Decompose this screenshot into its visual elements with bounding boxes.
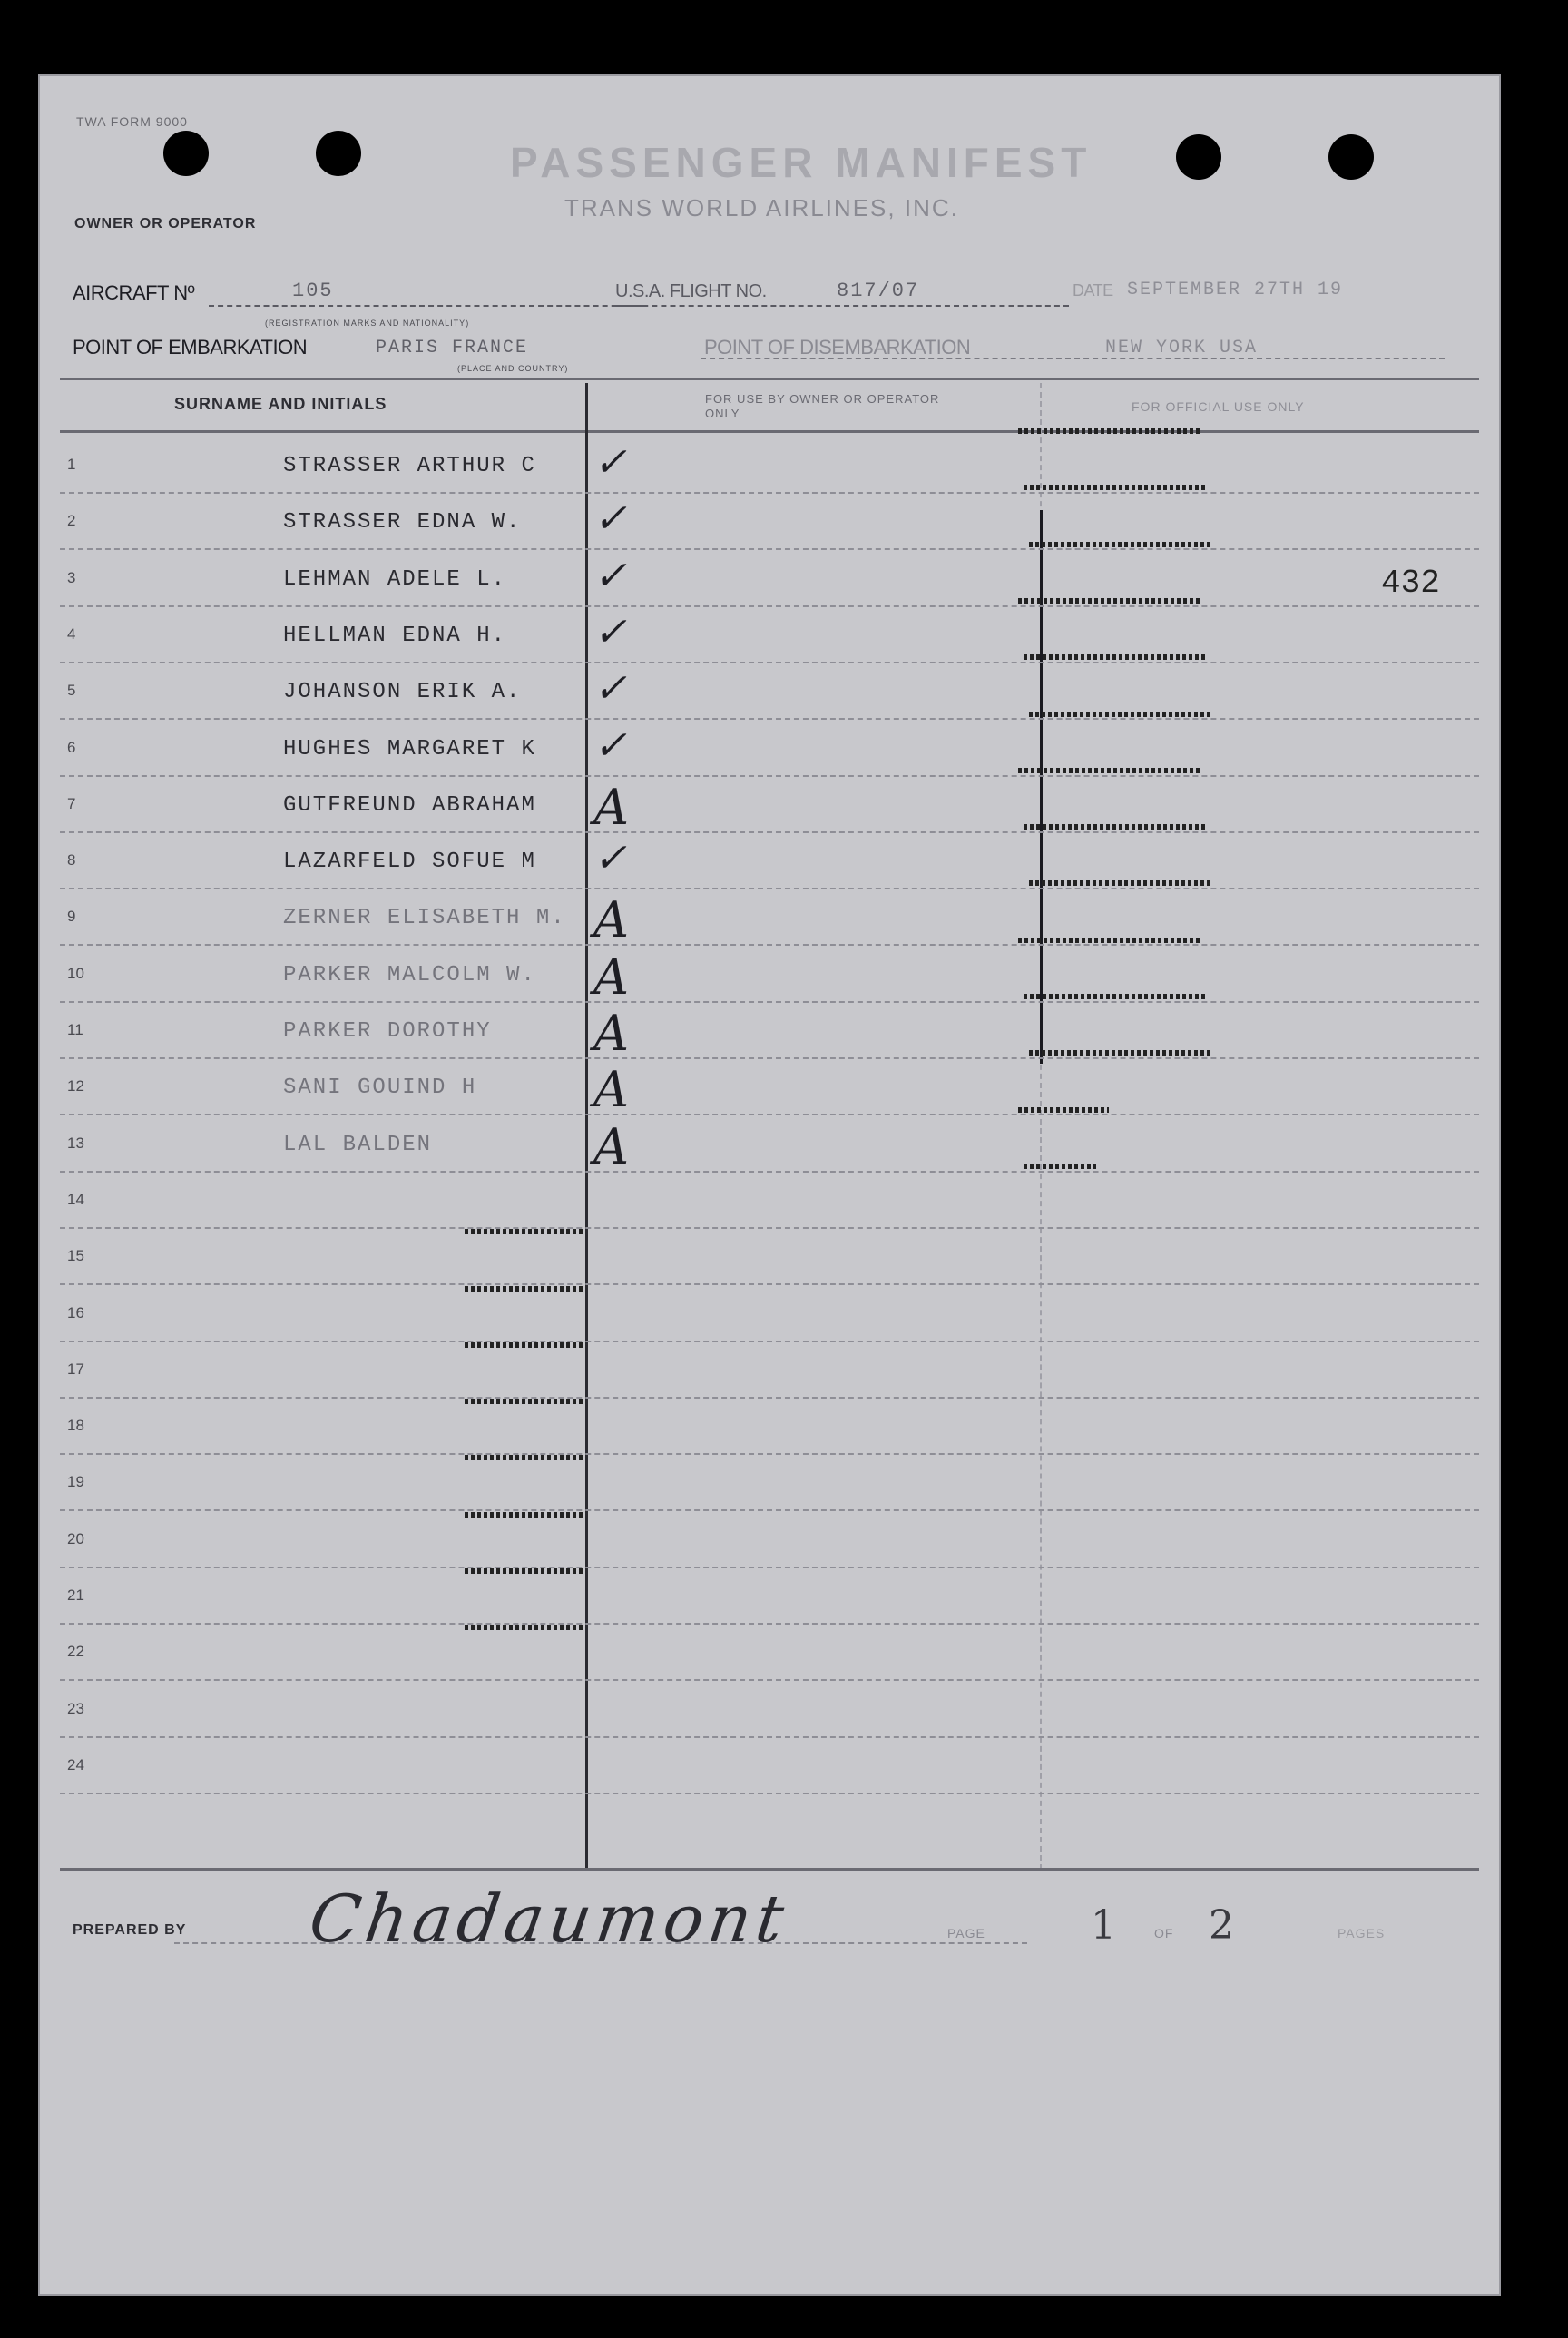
row-number: 11 xyxy=(67,1021,83,1038)
row-rule xyxy=(60,944,1479,946)
disembark-label: POINT OF DISEMBARKATION xyxy=(704,336,971,359)
table-bottom-rule xyxy=(60,1868,1479,1871)
check-mark: A xyxy=(593,1005,629,1062)
row-number: 3 xyxy=(67,568,76,586)
row-number: 12 xyxy=(67,1077,84,1095)
official-stamp-marks xyxy=(1024,994,1205,999)
passenger-name: LAL BALDEN xyxy=(283,1132,433,1157)
row-rule xyxy=(60,1567,1479,1568)
surname-header: SURNAME AND INITIALS xyxy=(174,395,387,413)
row-rule xyxy=(60,718,1479,720)
official-stamp-marks xyxy=(1018,428,1200,434)
passenger-name: PARKER DOROTHY xyxy=(283,1019,492,1044)
check-mark: A xyxy=(593,778,629,836)
row-number: 23 xyxy=(67,1699,84,1717)
flight-value: 817/07 xyxy=(837,280,920,302)
row-rule xyxy=(60,548,1479,550)
row-rule xyxy=(60,1793,1479,1794)
passenger-name: HUGHES MARGARET K xyxy=(283,736,536,761)
row-number: 17 xyxy=(67,1360,84,1378)
row-rule xyxy=(60,1509,1479,1511)
row-rule xyxy=(60,831,1479,833)
passenger-name: PARKER MALCOLM W. xyxy=(283,962,536,987)
passenger-name: ZERNER ELISABETH M. xyxy=(283,906,566,931)
row-rule xyxy=(60,1227,1479,1229)
row-rule xyxy=(60,1057,1479,1059)
disembark-value: NEW YORK USA xyxy=(1105,338,1259,359)
disembark-underline xyxy=(701,358,1445,359)
manifest-page xyxy=(38,74,1501,2296)
row-number: 9 xyxy=(67,908,76,926)
row-number: 18 xyxy=(67,1417,84,1435)
row-rule xyxy=(60,1341,1479,1342)
official-stamp-marks xyxy=(1018,938,1200,943)
check-mark: A xyxy=(593,1061,629,1119)
row-number: 10 xyxy=(67,964,84,982)
row-rule xyxy=(60,775,1479,777)
check-mark: ✓ xyxy=(593,608,627,655)
row-rule xyxy=(60,1114,1479,1115)
column-header-rule xyxy=(60,430,1479,433)
row-number: 22 xyxy=(67,1643,84,1661)
blank-row-marks xyxy=(465,1625,583,1630)
official-stamp-marks xyxy=(1024,1164,1096,1169)
check-mark: A xyxy=(593,1117,629,1175)
blank-row-marks xyxy=(465,1455,583,1460)
row-number: 4 xyxy=(67,624,76,643)
check-mark: ✓ xyxy=(593,552,627,599)
aircraft-value: 105 xyxy=(292,280,334,302)
official-bracket xyxy=(1040,510,1043,1064)
embark-label: POINT OF EMBARKATION xyxy=(73,336,308,359)
row-number: 7 xyxy=(67,794,76,812)
of-value: 2 xyxy=(1209,1902,1234,1949)
row-rule xyxy=(60,662,1479,663)
embark-value: PARIS FRANCE xyxy=(376,338,529,359)
passenger-name: LEHMAN ADELE L. xyxy=(283,566,507,592)
check-mark: ✓ xyxy=(593,835,627,882)
blank-row-marks xyxy=(465,1568,583,1574)
date-value: SEPTEMBER 27TH 19 xyxy=(1127,280,1344,300)
signature: Chadaumont xyxy=(305,1881,794,1957)
punch-hole xyxy=(163,131,209,176)
check-mark: ✓ xyxy=(593,665,627,712)
row-rule xyxy=(60,1001,1479,1003)
row-number: 24 xyxy=(67,1755,84,1773)
check-mark: A xyxy=(593,948,629,1006)
row-rule xyxy=(60,1397,1479,1399)
aircraft-underline xyxy=(209,305,644,307)
header-rule xyxy=(60,378,1479,380)
row-rule xyxy=(60,1283,1479,1285)
row-number: 21 xyxy=(67,1586,84,1604)
passenger-name: JOHANSON ERIK A. xyxy=(283,680,522,705)
row-rule xyxy=(60,1623,1479,1625)
aircraft-label: AIRCRAFT Nº xyxy=(73,281,195,304)
official-stamp-marks xyxy=(1029,712,1210,717)
official-stamp-marks xyxy=(1029,880,1210,886)
row-rule xyxy=(60,1453,1479,1455)
owner-use-header: FOR USE BY OWNER OR OPERATOR ONLY xyxy=(705,392,940,420)
blank-row-marks xyxy=(465,1229,583,1234)
of-label: OF xyxy=(1154,1926,1174,1940)
blank-row-marks xyxy=(465,1342,583,1348)
check-mark: ✓ xyxy=(593,496,627,543)
flight-label: U.S.A. FLIGHT NO. xyxy=(615,281,767,301)
row-number: 19 xyxy=(67,1473,84,1491)
official-stamp-marks xyxy=(1024,485,1205,490)
form-title: PASSENGER MANIFEST xyxy=(510,139,1093,186)
passenger-name: GUTFREUND ABRAHAM xyxy=(283,792,536,818)
row-number: 13 xyxy=(67,1134,84,1152)
passenger-name: HELLMAN EDNA H. xyxy=(283,623,507,648)
official-stamp-marks xyxy=(1024,654,1205,660)
row-number: 1 xyxy=(67,456,76,473)
punch-hole xyxy=(316,131,361,176)
passenger-name: LAZARFELD SOFUE M xyxy=(283,850,536,875)
official-stamp-marks xyxy=(1024,824,1205,830)
registration-caption: (REGISTRATION MARKS AND NATIONALITY) xyxy=(265,319,470,328)
check-mark: A xyxy=(593,891,629,949)
prepared-label: PREPARED BY xyxy=(73,1922,187,1938)
flight-underline xyxy=(615,305,1069,307)
official-stamp-marks xyxy=(1029,542,1210,547)
passenger-name: STRASSER ARTHUR C xyxy=(283,454,536,478)
page-label: PAGE xyxy=(947,1926,985,1940)
row-number: 5 xyxy=(67,682,76,700)
row-number: 15 xyxy=(67,1247,84,1265)
row-number: 2 xyxy=(67,512,76,530)
blank-row-marks xyxy=(465,1286,583,1292)
blank-row-marks xyxy=(465,1512,583,1518)
passenger-name: STRASSER EDNA W. xyxy=(283,510,522,535)
row-rule xyxy=(60,492,1479,494)
official-stamp-marks xyxy=(1029,1050,1210,1056)
official-stamp-marks xyxy=(1018,768,1200,773)
row-rule xyxy=(60,1679,1479,1681)
place-caption: (PLACE AND COUNTRY) xyxy=(457,364,569,373)
check-mark: ✓ xyxy=(593,439,627,486)
page-value: 1 xyxy=(1091,1902,1116,1949)
official-note: 432 xyxy=(1381,565,1440,602)
blank-row-marks xyxy=(465,1399,583,1404)
punch-hole xyxy=(1328,134,1374,180)
official-use-header: FOR OFFICIAL USE ONLY xyxy=(1132,399,1305,414)
form-code: TWA FORM 9000 xyxy=(76,114,188,129)
row-rule xyxy=(60,1736,1479,1738)
owner-label: OWNER OR OPERATOR xyxy=(74,216,257,231)
date-label: DATE xyxy=(1073,281,1113,300)
row-rule xyxy=(60,1171,1479,1173)
row-number: 6 xyxy=(67,738,76,756)
punch-hole xyxy=(1176,134,1221,180)
row-number: 14 xyxy=(67,1190,84,1208)
row-number: 20 xyxy=(67,1529,84,1547)
row-number: 16 xyxy=(67,1303,84,1321)
official-stamp-marks xyxy=(1018,1107,1109,1113)
pages-label: PAGES xyxy=(1338,1926,1386,1940)
passenger-name: SANI GOUIND H xyxy=(283,1076,477,1101)
check-mark: ✓ xyxy=(593,722,627,769)
row-rule xyxy=(60,888,1479,889)
airline-name: TRANS WORLD AIRLINES, INC. xyxy=(564,194,959,221)
row-rule xyxy=(60,605,1479,607)
official-stamp-marks xyxy=(1018,598,1200,604)
row-number: 8 xyxy=(67,851,76,869)
